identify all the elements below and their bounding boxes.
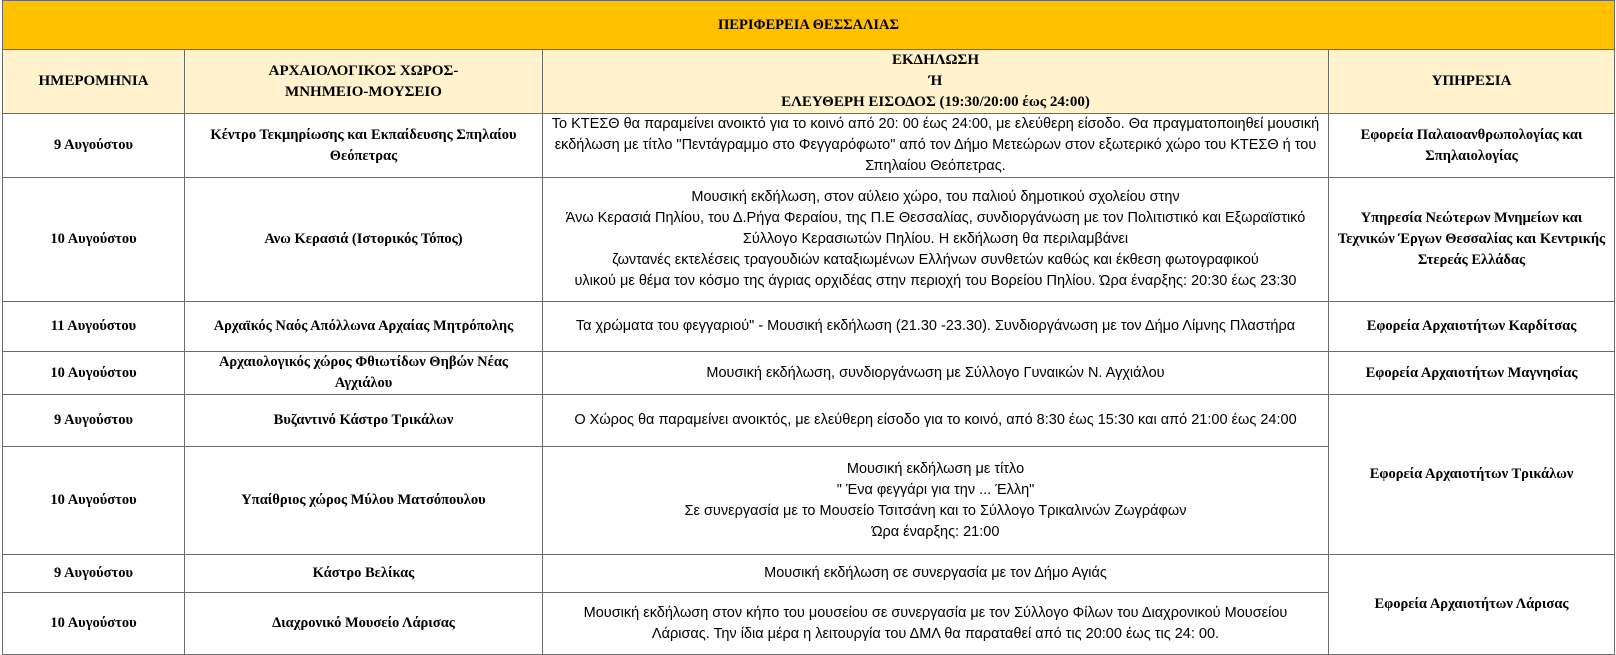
event-line: υλικού με θέμα τον κόσμο της άγριας ορχιδέας στην περιοχή του Βορείου Πηλίου. Ώρα έναρξης: 20:30 έως 23:30 bbox=[574, 273, 1297, 289]
row-service: Υπηρεσία Νεώτερων Μνημείων και Τεχνικών Έργων Θεσσαλίας και Κεντρικής Στερεάς Ελλάδας bbox=[1329, 178, 1615, 302]
row-event: Ο Χώρος θα παραμείνει ανοικτός, με ελεύθερη είσοδο για το κοινό, από 8:30 έως 15:30 και από 21:00 έως 24:00 bbox=[543, 395, 1329, 447]
event-line: Άνω Κερασιά Πηλίου, του Δ.Ρήγα Φεραίου, της Π.Ε Θεσσαλίας, συνδιοργάνωση με τον Πολιτιστικό και Εξωραϊστικό bbox=[565, 210, 1306, 226]
row-date: 9 Αυγούστου bbox=[3, 114, 185, 178]
header-site-line-2: ΜΝΗΜΕΙΟ-ΜΟΥΣΕΙΟ bbox=[285, 83, 442, 100]
row-service: Εφορεία Αρχαιοτήτων Μαγνησίας bbox=[1329, 352, 1615, 395]
table-row bbox=[3, 395, 1615, 447]
row-event bbox=[543, 178, 1329, 302]
row-site: Κέντρο Τεκμηρίωσης και Εκπαίδευσης Σπηλαίου Θεόπετρας bbox=[185, 114, 543, 178]
header-site bbox=[185, 50, 543, 114]
event-line: Μουσική εκδήλωση με τίτλο bbox=[846, 460, 1025, 477]
row-date: 10 Αυγούστου bbox=[3, 593, 185, 655]
row-service: Εφορεία Αρχαιοτήτων Λάρισας bbox=[1329, 555, 1615, 655]
header-event-line-2: Ή bbox=[928, 73, 943, 89]
header-event bbox=[543, 50, 1329, 114]
row-site: Βυζαντινό Κάστρο Τρικάλων bbox=[185, 395, 543, 447]
row-service: Εφορεία Αρχαιοτήτων Τρικάλων bbox=[1329, 395, 1615, 555]
row-date: 10 Αυγούστου bbox=[3, 178, 185, 302]
row-site: Αρχαιολογικός χώρος Φθιωτίδων Θηβών Νέας Αγχιάλου bbox=[185, 352, 543, 395]
table-row bbox=[3, 114, 1615, 178]
row-event bbox=[543, 447, 1329, 555]
row-date: 9 Αυγούστου bbox=[3, 555, 185, 593]
row-site: Αρχαϊκός Ναός Απόλλωνα Αρχαίας Μητρόπολης bbox=[185, 302, 543, 352]
row-event: Τα χρώματα του φεγγαριού" - Μουσική εκδήλωση (21.30 -23.30). Συνδιοργάνωση με τον Δήμο Λίμνης Πλαστήρα bbox=[543, 302, 1329, 352]
table-row bbox=[3, 555, 1615, 593]
event-line: Μουσική εκδήλωση, στον αύλειο χώρο, του παλιού δημοτικού σχολείου στην bbox=[691, 189, 1180, 205]
row-event: Το ΚΤΕΣΘ θα παραμείνει ανοικτό για το κοινό από 20: 00 έως 24:00, με ελεύθερη είσοδο. Θα πραγματοποιηθεί μουσική εκδήλωση με τίτλο "Πεντάγραμμο στο Φεγγαρόφωτο" από τον Δήμο Μετεώρων στον εξωτερικό χώρο του ΚΤΕΣΘ ή του Σπηλαίου Θεόπετρας. bbox=[543, 114, 1329, 178]
table-row bbox=[3, 352, 1615, 395]
event-line: Λάρισας. Την ίδια μέρα η λειτουργία του ΔΜΛ θα παραταθεί από τις 20:00 έως τις 24: 00. bbox=[651, 625, 1220, 642]
event-line: " Ένα φεγγάρι για την ... Έλλη" bbox=[836, 481, 1035, 498]
event-line: Μουσική εκδήλωση στον κήπο του μουσείου σε συνεργασία με τον Σύλλογο Φίλων του Διαχρονικού Μουσείου bbox=[583, 604, 1288, 621]
row-date: 10 Αυγούστου bbox=[3, 447, 185, 555]
events-table bbox=[2, 0, 1615, 655]
row-service: Εφορεία Παλαιοανθρωπολογίας και Σπηλαιολογίας bbox=[1329, 114, 1615, 178]
row-event: Μουσική εκδήλωση, συνδιοργάνωση με Σύλλογο Γυναικών Ν. Αγχιάλου bbox=[543, 352, 1329, 395]
row-date: 10 Αυγούστου bbox=[3, 352, 185, 395]
row-date: 11 Αυγούστου bbox=[3, 302, 185, 352]
header-row bbox=[3, 50, 1615, 114]
header-date: ΗΜΕΡΟΜΗΝΙΑ bbox=[3, 50, 185, 114]
row-site: Υπαίθριος χώρος Μύλου Ματσόπουλου bbox=[185, 447, 543, 555]
row-site: Ανω Κερασιά (Ιστορικός Τόπος) bbox=[185, 178, 543, 302]
event-line: Ώρα έναρξης: 21:00 bbox=[871, 523, 1000, 540]
table-row bbox=[3, 302, 1615, 352]
row-event bbox=[543, 593, 1329, 655]
event-line: Σε συνεργασία με το Μουσείο Τσιτσάνη και το Σύλλογο Τρικαλινών Ζωγράφων bbox=[684, 502, 1187, 519]
header-event-line-1: ΕΚΔΗΛΩΣΗ bbox=[892, 52, 979, 68]
region-title: ΠΕΡΙΦΕΡΕΙΑ ΘΕΣΣΑΛΙΑΣ bbox=[3, 1, 1615, 50]
table-row bbox=[3, 178, 1615, 302]
header-service: ΥΠΗΡΕΣΙΑ bbox=[1329, 50, 1615, 114]
row-date: 9 Αυγούστου bbox=[3, 395, 185, 447]
header-site-line-1: ΑΡΧΑΙΟΛΟΓΙΚΟΣ ΧΩΡΟΣ- bbox=[268, 62, 459, 79]
row-site: Διαχρονικό Μουσείο Λάρισας bbox=[185, 593, 543, 655]
event-line: Σύλλογο Κερασιωτών Πηλίου. Η εκδήλωση θα περιλαμβάνει bbox=[742, 231, 1129, 247]
row-event: Μουσική εκδήλωση σε συνεργασία με τον Δήμο Αγιάς bbox=[543, 555, 1329, 593]
row-site: Κάστρο Βελίκας bbox=[185, 555, 543, 593]
header-event-line-3: ΕΛΕΥΘΕΡΗ ΕΙΣΟΔΟΣ (19:30/20:00 έως 24:00) bbox=[781, 94, 1090, 110]
event-line: ζωντανές εκτελέσεις τραγουδιών καταξιωμένων Ελλήνων συνθετών καθώς και έκθεση φωτογραφικού bbox=[612, 252, 1259, 268]
row-service: Εφορεία Αρχαιοτήτων Καρδίτσας bbox=[1329, 302, 1615, 352]
